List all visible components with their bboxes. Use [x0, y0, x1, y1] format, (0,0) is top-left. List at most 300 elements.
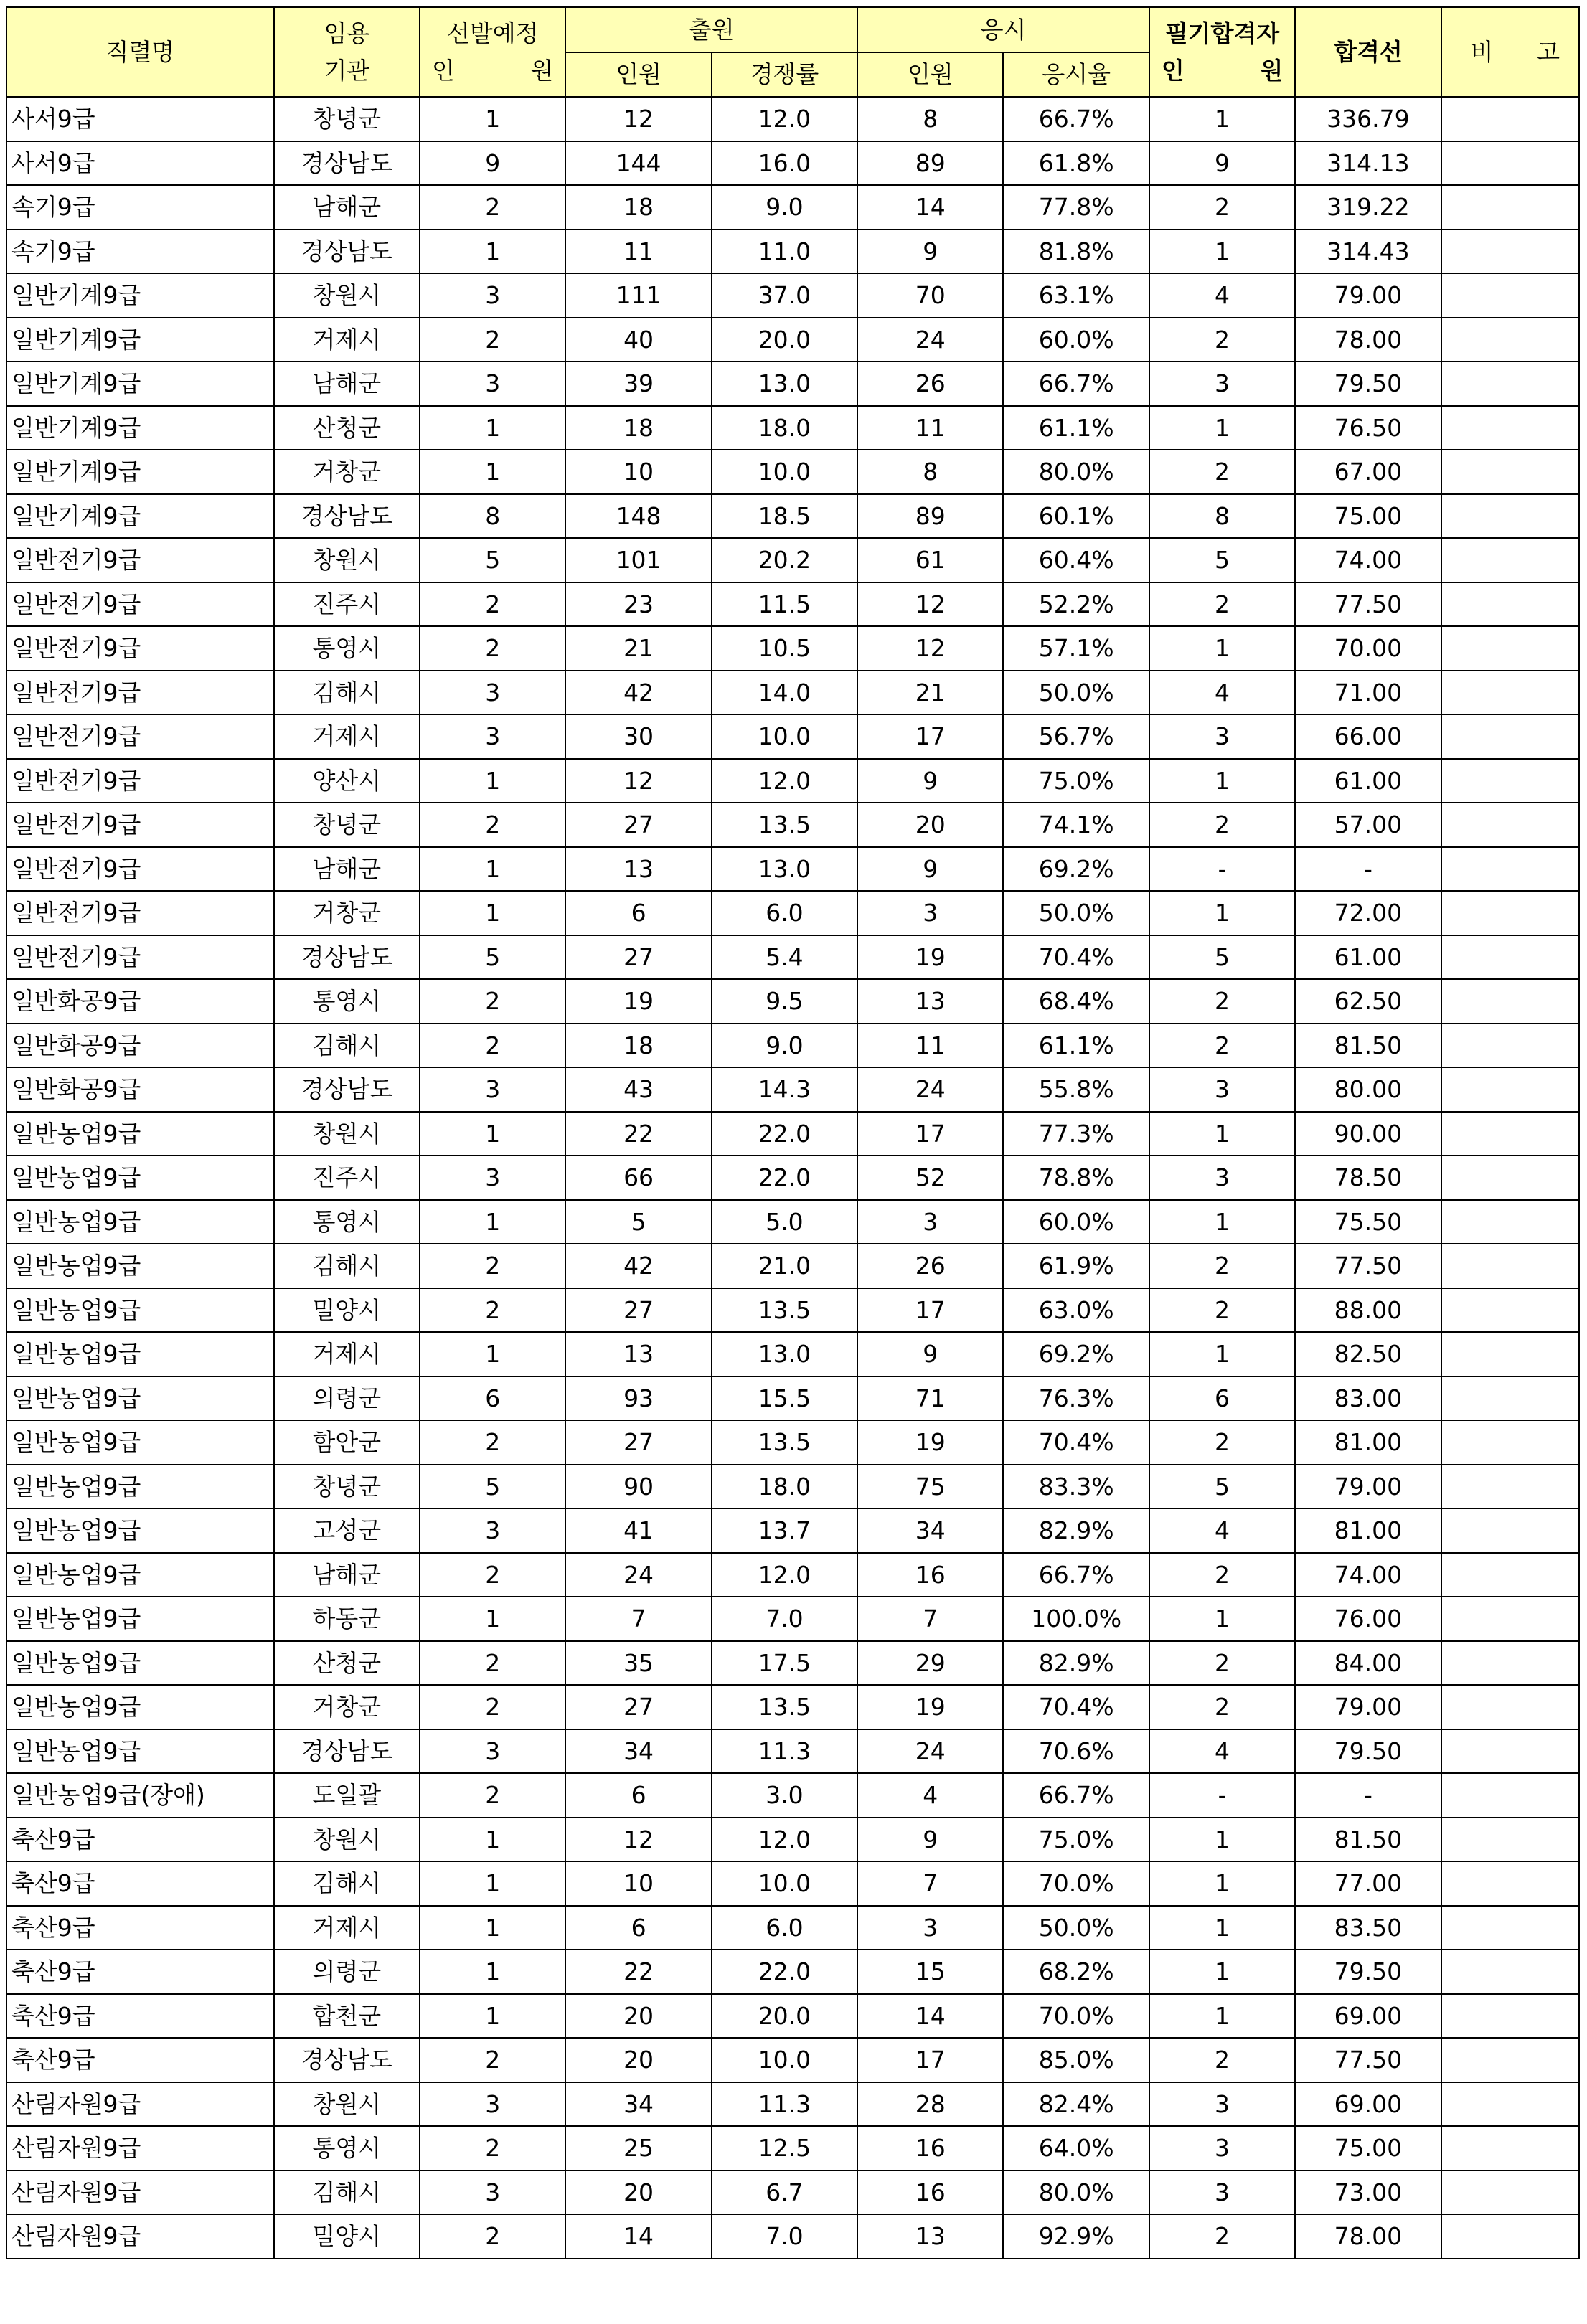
- remarks-cell: [1441, 2171, 1579, 2215]
- agency-cell: 경상남도: [274, 2038, 420, 2082]
- job-title-cell: 일반기계9급: [6, 494, 274, 539]
- table-row: [6, 1112, 1579, 1156]
- attendance-rate-cell: 81.8%: [1003, 230, 1149, 274]
- written-passers-cell: 6: [1149, 1376, 1295, 1421]
- attendance-rate-cell: 64.0%: [1003, 2126, 1149, 2171]
- written-passers-cell: 2: [1149, 979, 1295, 1024]
- competition-rate-cell: 18.0: [712, 1465, 857, 1509]
- applied-count-cell: 18: [565, 406, 711, 450]
- table-row: [6, 2082, 1579, 2127]
- cutoff-cell: 79.00: [1295, 273, 1441, 318]
- table-row: [6, 582, 1579, 627]
- job-title-cell: 일반농업9급: [6, 1508, 274, 1553]
- written-passers-cell: 2: [1149, 1024, 1295, 1068]
- table-row: [6, 318, 1579, 362]
- remarks-cell: [1441, 1288, 1579, 1333]
- written-passers-cell: 2: [1149, 803, 1295, 847]
- attendance-rate-cell: 77.8%: [1003, 185, 1149, 230]
- table-row: [6, 1465, 1579, 1509]
- written-passers-cell: 2: [1149, 1641, 1295, 1686]
- taken-count-cell: 19: [857, 935, 1003, 980]
- applied-count-cell: 13: [565, 1332, 711, 1376]
- written-passers-cell: 5: [1149, 538, 1295, 582]
- taken-count-cell: 75: [857, 1465, 1003, 1509]
- cutoff-cell: 78.00: [1295, 2214, 1441, 2259]
- competition-rate-cell: 10.0: [712, 714, 857, 759]
- col-applied-count: 인원: [565, 52, 711, 98]
- cutoff-cell: 83.00: [1295, 1376, 1441, 1421]
- planned-count-cell: 1: [420, 450, 565, 494]
- job-title-cell: 축산9급: [6, 1906, 274, 1950]
- remarks-cell: [1441, 362, 1579, 406]
- planned-count-cell: 1: [420, 1950, 565, 1994]
- written-passers-cell: 3: [1149, 1067, 1295, 1112]
- job-title-cell: 축산9급: [6, 1861, 274, 1906]
- taken-count-cell: 13: [857, 979, 1003, 1024]
- taken-count-cell: 26: [857, 1244, 1003, 1288]
- taken-count-cell: 9: [857, 1332, 1003, 1376]
- planned-count-cell: 8: [420, 494, 565, 539]
- competition-rate-cell: 11.3: [712, 1729, 857, 1774]
- table-row: [6, 362, 1579, 406]
- written-passers-cell: 3: [1149, 2126, 1295, 2171]
- taken-count-cell: 8: [857, 97, 1003, 141]
- taken-count-cell: 3: [857, 1906, 1003, 1950]
- job-title-cell: 일반농업9급: [6, 1420, 274, 1465]
- applied-count-cell: 42: [565, 1244, 711, 1288]
- cutoff-cell: 77.50: [1295, 2038, 1441, 2082]
- table-row: [6, 1420, 1579, 1465]
- taken-count-cell: 11: [857, 406, 1003, 450]
- agency-cell: 통영시: [274, 2126, 420, 2171]
- competition-rate-cell: 11.3: [712, 2082, 857, 2127]
- applied-count-cell: 148: [565, 494, 711, 539]
- job-title-cell: 일반전기9급: [6, 847, 274, 892]
- agency-cell: 통영시: [274, 1200, 420, 1244]
- attendance-rate-cell: 63.0%: [1003, 1288, 1149, 1333]
- applied-count-cell: 22: [565, 1950, 711, 1994]
- agency-cell: 합천군: [274, 1994, 420, 2039]
- table-row: [6, 1332, 1579, 1376]
- remarks-cell: [1441, 273, 1579, 318]
- applied-count-cell: 12: [565, 97, 711, 141]
- cutoff-cell: 79.50: [1295, 362, 1441, 406]
- table-row: [6, 1288, 1579, 1333]
- competition-rate-cell: 13.0: [712, 1332, 857, 1376]
- table-row: [6, 847, 1579, 892]
- written-passers-cell: 2: [1149, 450, 1295, 494]
- taken-count-cell: 9: [857, 230, 1003, 274]
- job-title-cell: 축산9급: [6, 1950, 274, 1994]
- planned-count-cell: 2: [420, 979, 565, 1024]
- attendance-rate-cell: 70.6%: [1003, 1729, 1149, 1774]
- applied-count-cell: 40: [565, 318, 711, 362]
- col-planned-count: 선발예정 인 원: [420, 7, 565, 98]
- written-passers-cell: 1: [1149, 1332, 1295, 1376]
- applied-count-cell: 66: [565, 1156, 711, 1200]
- planned-count-cell: 2: [420, 185, 565, 230]
- written-passers-cell: 4: [1149, 1729, 1295, 1774]
- table-row: [6, 2038, 1579, 2082]
- agency-cell: 진주시: [274, 582, 420, 627]
- col-cutoff: 합격선: [1295, 7, 1441, 98]
- job-title-cell: 일반농업9급: [6, 1729, 274, 1774]
- attendance-rate-cell: 70.0%: [1003, 1861, 1149, 1906]
- table-row: [6, 935, 1579, 980]
- attendance-rate-cell: 50.0%: [1003, 671, 1149, 715]
- remarks-cell: [1441, 1818, 1579, 1862]
- attendance-rate-cell: 50.0%: [1003, 891, 1149, 935]
- remarks-cell: [1441, 1597, 1579, 1641]
- col-group-applied: 출원: [565, 7, 857, 52]
- job-title-cell: 속기9급: [6, 230, 274, 274]
- job-title-cell: 사서9급: [6, 97, 274, 141]
- job-title-cell: 산림자원9급: [6, 2214, 274, 2259]
- job-title-cell: 일반화공9급: [6, 979, 274, 1024]
- cutoff-cell: 62.50: [1295, 979, 1441, 1024]
- planned-count-cell: 1: [420, 97, 565, 141]
- competition-rate-cell: 13.5: [712, 1685, 857, 1729]
- table-row: [6, 1597, 1579, 1641]
- attendance-rate-cell: 85.0%: [1003, 2038, 1149, 2082]
- col-written-passers: 필기합격자 인 원: [1149, 7, 1295, 98]
- table-row: [6, 230, 1579, 274]
- agency-cell: 진주시: [274, 1156, 420, 1200]
- written-passers-cell: 2: [1149, 1685, 1295, 1729]
- attendance-rate-cell: 82.9%: [1003, 1508, 1149, 1553]
- planned-count-cell: 2: [420, 2214, 565, 2259]
- remarks-cell: [1441, 2126, 1579, 2171]
- taken-count-cell: 12: [857, 582, 1003, 627]
- remarks-cell: [1441, 891, 1579, 935]
- planned-count-cell: 2: [420, 626, 565, 671]
- competition-rate-cell: 20.0: [712, 1994, 857, 2039]
- planned-count-cell: 1: [420, 891, 565, 935]
- col-taken-count: 인원: [857, 52, 1003, 98]
- applied-count-cell: 5: [565, 1200, 711, 1244]
- applied-count-cell: 20: [565, 2171, 711, 2215]
- taken-count-cell: 7: [857, 1597, 1003, 1641]
- written-passers-cell: 2: [1149, 582, 1295, 627]
- remarks-cell: [1441, 1156, 1579, 1200]
- job-title-cell: 일반농업9급: [6, 1376, 274, 1421]
- cutoff-cell: 61.00: [1295, 935, 1441, 980]
- agency-cell: 도일괄: [274, 1773, 420, 1818]
- competition-rate-cell: 11.0: [712, 230, 857, 274]
- planned-count-cell: 3: [420, 1156, 565, 1200]
- table-row: [6, 1994, 1579, 2039]
- cutoff-cell: 79.00: [1295, 1685, 1441, 1729]
- taken-count-cell: 7: [857, 1861, 1003, 1906]
- applied-count-cell: 10: [565, 450, 711, 494]
- remarks-cell: [1441, 1376, 1579, 1421]
- remarks-cell: [1441, 626, 1579, 671]
- results-table: [6, 6, 1580, 2259]
- applied-count-cell: 20: [565, 2038, 711, 2082]
- written-passers-cell: -: [1149, 847, 1295, 892]
- agency-cell: 양산시: [274, 759, 420, 803]
- attendance-rate-cell: 83.3%: [1003, 1465, 1149, 1509]
- attendance-rate-cell: 82.9%: [1003, 1641, 1149, 1686]
- written-passers-cell: 2: [1149, 1420, 1295, 1465]
- taken-count-cell: 17: [857, 1112, 1003, 1156]
- competition-rate-cell: 17.5: [712, 1641, 857, 1686]
- planned-count-cell: 1: [420, 1112, 565, 1156]
- planned-count-cell: 2: [420, 2038, 565, 2082]
- written-passers-cell: 2: [1149, 318, 1295, 362]
- agency-cell: 경상남도: [274, 494, 420, 539]
- attendance-rate-cell: 56.7%: [1003, 714, 1149, 759]
- remarks-cell: [1441, 318, 1579, 362]
- table-row: [6, 494, 1579, 539]
- col-attendance-rate: 응시율: [1003, 52, 1149, 98]
- competition-rate-cell: 21.0: [712, 1244, 857, 1288]
- written-passers-cell: 1: [1149, 1861, 1295, 1906]
- competition-rate-cell: 20.2: [712, 538, 857, 582]
- taken-count-cell: 19: [857, 1420, 1003, 1465]
- competition-rate-cell: 10.0: [712, 450, 857, 494]
- competition-rate-cell: 10.0: [712, 2038, 857, 2082]
- agency-cell: 김해시: [274, 1861, 420, 1906]
- remarks-cell: [1441, 1508, 1579, 1553]
- taken-count-cell: 28: [857, 2082, 1003, 2127]
- job-title-cell: 일반농업9급: [6, 1553, 274, 1597]
- cutoff-cell: 79.50: [1295, 1729, 1441, 1774]
- competition-rate-cell: 5.0: [712, 1200, 857, 1244]
- table-row: [6, 1156, 1579, 1200]
- applied-count-cell: 12: [565, 759, 711, 803]
- applied-count-cell: 39: [565, 362, 711, 406]
- applied-count-cell: 6: [565, 1773, 711, 1818]
- agency-cell: 거제시: [274, 1906, 420, 1950]
- table-row: [6, 185, 1579, 230]
- job-title-cell: 일반농업9급(장애): [6, 1773, 274, 1818]
- attendance-rate-cell: 55.8%: [1003, 1067, 1149, 1112]
- attendance-rate-cell: 70.4%: [1003, 1685, 1149, 1729]
- job-title-cell: 축산9급: [6, 1818, 274, 1862]
- planned-count-cell: 3: [420, 273, 565, 318]
- cutoff-cell: 77.50: [1295, 582, 1441, 627]
- applied-count-cell: 111: [565, 273, 711, 318]
- table-row: [6, 1376, 1579, 1421]
- planned-count-cell: 1: [420, 1994, 565, 2039]
- attendance-rate-cell: 61.9%: [1003, 1244, 1149, 1288]
- competition-rate-cell: 12.0: [712, 97, 857, 141]
- agency-cell: 창원시: [274, 1112, 420, 1156]
- col-competition-rate: 경쟁률: [712, 52, 857, 98]
- planned-count-cell: 2: [420, 2126, 565, 2171]
- written-passers-cell: 5: [1149, 935, 1295, 980]
- competition-rate-cell: 9.0: [712, 1024, 857, 1068]
- cutoff-cell: 319.22: [1295, 185, 1441, 230]
- table-row: [6, 759, 1579, 803]
- remarks-cell: [1441, 1465, 1579, 1509]
- applied-count-cell: 27: [565, 935, 711, 980]
- agency-cell: 남해군: [274, 847, 420, 892]
- planned-count-cell: 2: [420, 1641, 565, 1686]
- taken-count-cell: 34: [857, 1508, 1003, 1553]
- attendance-rate-cell: 69.2%: [1003, 847, 1149, 892]
- planned-count-cell: 9: [420, 141, 565, 186]
- written-passers-cell: 1: [1149, 406, 1295, 450]
- table-row: [6, 1200, 1579, 1244]
- remarks-cell: [1441, 1067, 1579, 1112]
- planned-count-cell: 3: [420, 1508, 565, 1553]
- table-row: [6, 2214, 1579, 2259]
- job-title-cell: 일반화공9급: [6, 1067, 274, 1112]
- table-row: [6, 273, 1579, 318]
- competition-rate-cell: 18.5: [712, 494, 857, 539]
- remarks-cell: [1441, 1861, 1579, 1906]
- planned-count-cell: 3: [420, 671, 565, 715]
- agency-cell: 경상남도: [274, 935, 420, 980]
- job-title-cell: 일반전기9급: [6, 671, 274, 715]
- job-title-cell: 사서9급: [6, 141, 274, 186]
- taken-count-cell: 26: [857, 362, 1003, 406]
- taken-count-cell: 17: [857, 1288, 1003, 1333]
- cutoff-cell: 66.00: [1295, 714, 1441, 759]
- planned-count-cell: 6: [420, 1376, 565, 1421]
- table-row: [6, 141, 1579, 186]
- job-title-cell: 일반농업9급: [6, 1641, 274, 1686]
- table-row: [6, 1553, 1579, 1597]
- remarks-cell: [1441, 803, 1579, 847]
- table-row: [6, 97, 1579, 141]
- cutoff-cell: 314.13: [1295, 141, 1441, 186]
- written-passers-cell: 1: [1149, 759, 1295, 803]
- attendance-rate-cell: 50.0%: [1003, 1906, 1149, 1950]
- agency-cell: 창녕군: [274, 1465, 420, 1509]
- written-passers-cell: 5: [1149, 1465, 1295, 1509]
- attendance-rate-cell: 63.1%: [1003, 273, 1149, 318]
- taken-count-cell: 20: [857, 803, 1003, 847]
- remarks-cell: [1441, 1024, 1579, 1068]
- table-row: [6, 671, 1579, 715]
- written-passers-cell: 3: [1149, 714, 1295, 759]
- job-title-cell: 일반전기9급: [6, 538, 274, 582]
- agency-cell: 김해시: [274, 1024, 420, 1068]
- written-passers-cell: 1: [1149, 230, 1295, 274]
- planned-count-cell: 3: [420, 362, 565, 406]
- remarks-cell: [1441, 1420, 1579, 1465]
- written-passers-cell: -: [1149, 1773, 1295, 1818]
- table-row: [6, 2171, 1579, 2215]
- taken-count-cell: 16: [857, 1553, 1003, 1597]
- written-passers-cell: 2: [1149, 185, 1295, 230]
- table-body: [6, 97, 1579, 2259]
- competition-rate-cell: 7.0: [712, 2214, 857, 2259]
- taken-count-cell: 71: [857, 1376, 1003, 1421]
- applied-count-cell: 27: [565, 1420, 711, 1465]
- cutoff-cell: 336.79: [1295, 97, 1441, 141]
- attendance-rate-cell: 74.1%: [1003, 803, 1149, 847]
- written-passers-cell: 2: [1149, 1288, 1295, 1333]
- competition-rate-cell: 6.0: [712, 1906, 857, 1950]
- taken-count-cell: 9: [857, 1818, 1003, 1862]
- attendance-rate-cell: 82.4%: [1003, 2082, 1149, 2127]
- written-passers-cell: 2: [1149, 2038, 1295, 2082]
- job-title-cell: 일반기계9급: [6, 406, 274, 450]
- applied-count-cell: 43: [565, 1067, 711, 1112]
- competition-rate-cell: 18.0: [712, 406, 857, 450]
- table-row: [6, 891, 1579, 935]
- job-title-cell: 일반농업9급: [6, 1597, 274, 1641]
- taken-count-cell: 17: [857, 2038, 1003, 2082]
- planned-count-cell: 1: [420, 1332, 565, 1376]
- job-title-cell: 일반전기9급: [6, 714, 274, 759]
- cutoff-cell: 77.00: [1295, 1861, 1441, 1906]
- attendance-rate-cell: 68.4%: [1003, 979, 1149, 1024]
- agency-cell: 김해시: [274, 2171, 420, 2215]
- remarks-cell: [1441, 230, 1579, 274]
- written-passers-cell: 1: [1149, 1994, 1295, 2039]
- col-job-title: 직렬명: [6, 7, 274, 98]
- remarks-cell: [1441, 671, 1579, 715]
- attendance-rate-cell: 92.9%: [1003, 2214, 1149, 2259]
- cutoff-cell: 69.00: [1295, 2082, 1441, 2127]
- planned-count-cell: 1: [420, 230, 565, 274]
- written-passers-cell: 1: [1149, 1112, 1295, 1156]
- cutoff-cell: 74.00: [1295, 538, 1441, 582]
- attendance-rate-cell: 76.3%: [1003, 1376, 1149, 1421]
- job-title-cell: 일반농업9급: [6, 1685, 274, 1729]
- written-passers-cell: 4: [1149, 1508, 1295, 1553]
- applied-count-cell: 18: [565, 185, 711, 230]
- competition-rate-cell: 6.7: [712, 2171, 857, 2215]
- job-title-cell: 일반농업9급: [6, 1156, 274, 1200]
- taken-count-cell: 16: [857, 2126, 1003, 2171]
- job-title-cell: 일반농업9급: [6, 1465, 274, 1509]
- cutoff-cell: 81.50: [1295, 1818, 1441, 1862]
- job-title-cell: 일반농업9급: [6, 1332, 274, 1376]
- taken-count-cell: 52: [857, 1156, 1003, 1200]
- planned-count-cell: 2: [420, 803, 565, 847]
- applied-count-cell: 41: [565, 1508, 711, 1553]
- cutoff-cell: 75.00: [1295, 2126, 1441, 2171]
- job-title-cell: 일반전기9급: [6, 582, 274, 627]
- written-passers-cell: 1: [1149, 1200, 1295, 1244]
- planned-count-cell: 3: [420, 1729, 565, 1774]
- competition-rate-cell: 12.0: [712, 759, 857, 803]
- attendance-rate-cell: 75.0%: [1003, 1818, 1149, 1862]
- remarks-cell: [1441, 1994, 1579, 2039]
- remarks-cell: [1441, 935, 1579, 980]
- applied-count-cell: 18: [565, 1024, 711, 1068]
- written-passers-cell: 2: [1149, 1244, 1295, 1288]
- competition-rate-cell: 9.5: [712, 979, 857, 1024]
- taken-count-cell: 17: [857, 714, 1003, 759]
- agency-cell: 하동군: [274, 1597, 420, 1641]
- competition-rate-cell: 37.0: [712, 273, 857, 318]
- written-passers-cell: 2: [1149, 1553, 1295, 1597]
- competition-rate-cell: 13.5: [712, 1288, 857, 1333]
- job-title-cell: 일반전기9급: [6, 759, 274, 803]
- applied-count-cell: 11: [565, 230, 711, 274]
- cutoff-cell: 72.00: [1295, 891, 1441, 935]
- attendance-rate-cell: 69.2%: [1003, 1332, 1149, 1376]
- applied-count-cell: 6: [565, 1906, 711, 1950]
- applied-count-cell: 7: [565, 1597, 711, 1641]
- written-passers-cell: 1: [1149, 1950, 1295, 1994]
- job-title-cell: 일반기계9급: [6, 450, 274, 494]
- remarks-cell: [1441, 538, 1579, 582]
- table-row: [6, 1024, 1579, 1068]
- competition-rate-cell: 12.0: [712, 1553, 857, 1597]
- cutoff-cell: 76.00: [1295, 1597, 1441, 1641]
- col-group-taken: 응시: [857, 7, 1149, 52]
- attendance-rate-cell: 80.0%: [1003, 450, 1149, 494]
- applied-count-cell: 27: [565, 803, 711, 847]
